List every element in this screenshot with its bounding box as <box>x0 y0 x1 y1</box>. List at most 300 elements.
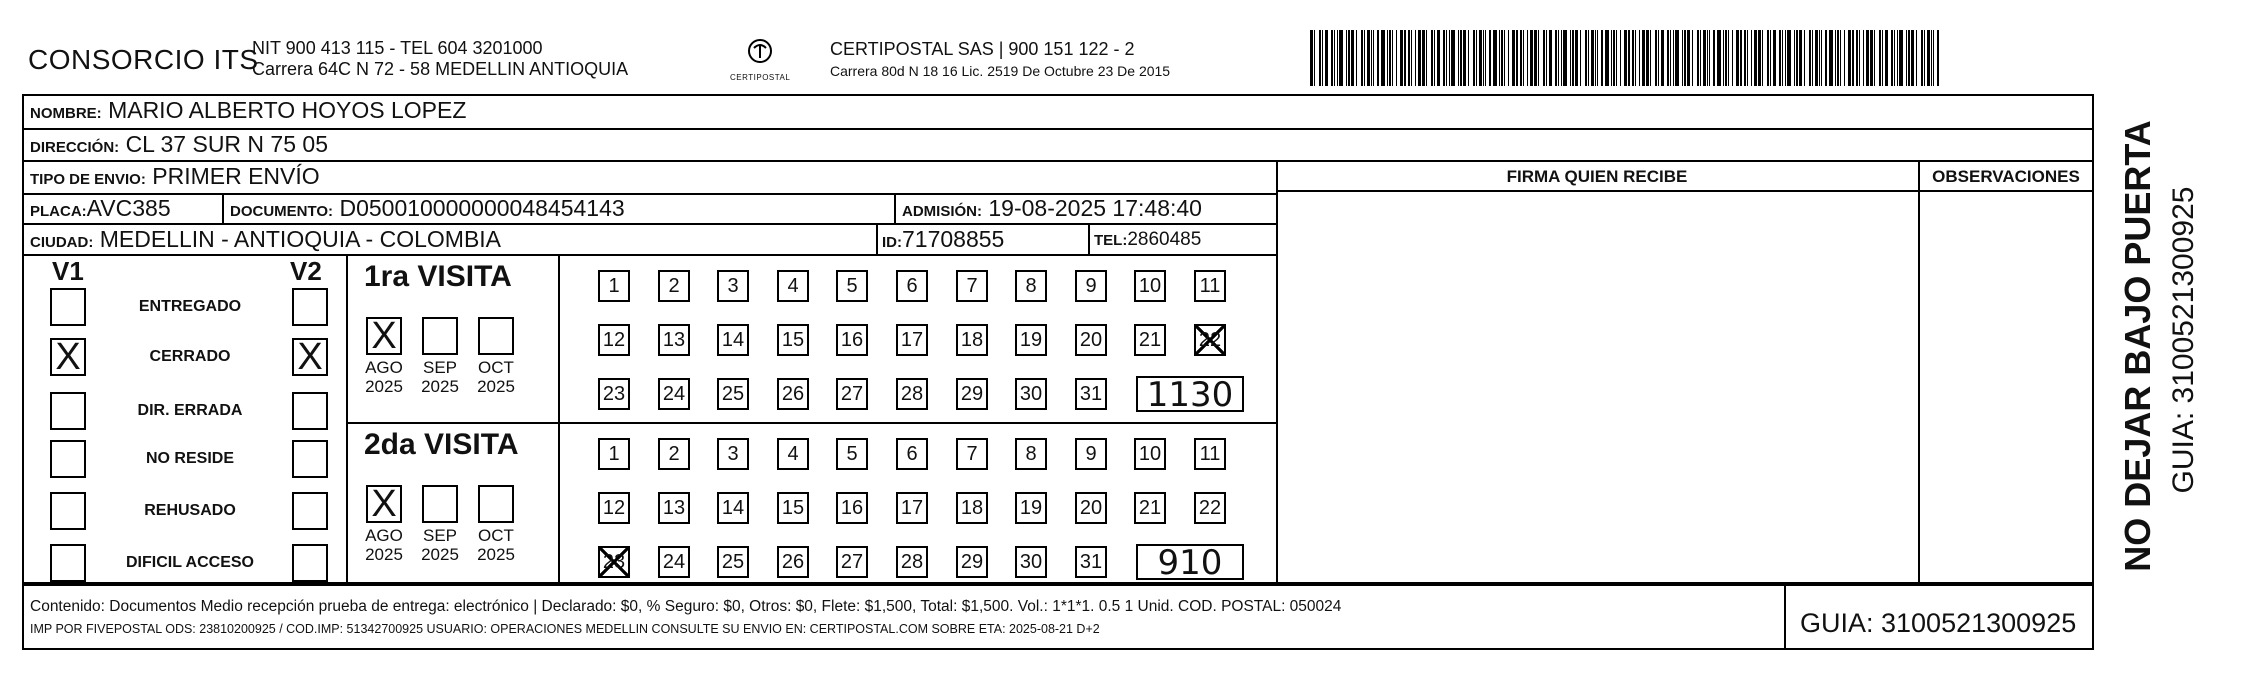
day-box[interactable]: 20 <box>1075 492 1107 524</box>
id-field <box>882 226 1004 253</box>
status-label: DIR. ERRADA <box>137 402 243 419</box>
day-box[interactable]: 10 <box>1134 438 1166 470</box>
barcode-bar <box>1684 30 1686 86</box>
barcode-bar <box>1713 30 1715 86</box>
barcode-bar <box>1916 30 1917 86</box>
barcode-bar <box>1460 30 1462 86</box>
barcode-bar <box>1825 30 1827 86</box>
divider <box>22 648 2094 650</box>
day-box[interactable]: 10 <box>1134 270 1166 302</box>
logo-icon <box>745 36 775 66</box>
barcode-bar <box>1725 30 1727 86</box>
barcode-bar <box>1673 30 1674 86</box>
barcode-bar <box>1404 30 1406 86</box>
barcode-bar <box>1561 30 1562 86</box>
barcode-bar <box>1605 30 1609 86</box>
barcode-bar <box>1815 30 1818 86</box>
day-box[interactable]: 4 <box>777 438 809 470</box>
day-box[interactable]: 25 <box>717 546 749 578</box>
barcode-bar <box>1400 30 1403 86</box>
barcode-bar <box>1431 30 1433 86</box>
barcode-bar <box>1821 30 1822 86</box>
day-box[interactable]: 11 <box>1194 270 1226 302</box>
admision-value: 19-08-2025 17:48:40 <box>988 195 1202 221</box>
barcode-bar <box>1885 30 1888 86</box>
barcode-bar <box>1924 30 1925 86</box>
day-box[interactable]: 15 <box>777 492 809 524</box>
month-label <box>414 526 466 564</box>
day-box[interactable] <box>1194 324 1226 356</box>
divider <box>346 422 1276 424</box>
barcode-bar <box>1882 30 1883 86</box>
barcode-bar <box>1408 30 1410 86</box>
day-box[interactable]: 11 <box>1194 438 1226 470</box>
content-summary: Contenido: Documentos Medio recepción prueba de entrega: electrónico | Declarado: $0, % Seguro: $0, Otros: $0, Flete: $1,500, Total: $1,500. Vol.: 1*1*1. 0.5 1 Unid. COD. POSTAL: 050024 <box>30 598 1342 615</box>
barcode-bar <box>1856 30 1858 86</box>
visit-title: 2da VISITA <box>364 428 519 461</box>
barcode-bar <box>1364 30 1365 86</box>
month-checkbox[interactable] <box>366 317 402 355</box>
barcode-bar <box>1899 30 1903 86</box>
day-box[interactable]: 8 <box>1015 270 1047 302</box>
barcode-bar <box>1639 30 1640 86</box>
day-box[interactable]: 13 <box>658 324 690 356</box>
month-name: SEP <box>422 358 458 377</box>
day-box[interactable]: 30 <box>1015 378 1047 410</box>
status-label: ENTREGADO <box>138 298 242 315</box>
day-box[interactable]: 3 <box>717 270 749 302</box>
barcode-bar <box>1646 30 1649 86</box>
v2-checkbox[interactable] <box>292 492 328 530</box>
day-box[interactable]: 18 <box>956 324 988 356</box>
admision-field <box>902 195 1202 222</box>
barcode-bar <box>1632 30 1634 86</box>
day-box[interactable]: 19 <box>1015 492 1047 524</box>
ciudad-label: CIUDAD: <box>30 234 94 251</box>
barcode-bar <box>1418 30 1421 86</box>
barcode-bar <box>1661 30 1664 86</box>
barcode-bar <box>1580 30 1581 86</box>
barcode-bar <box>1933 30 1934 86</box>
barcode-bar <box>1812 30 1813 86</box>
month-name: OCT <box>478 358 514 377</box>
day-box[interactable]: 5 <box>836 270 868 302</box>
day-box[interactable]: 30 <box>1015 546 1047 578</box>
day-box[interactable]: 12 <box>598 324 630 356</box>
barcode-bar <box>1732 30 1733 86</box>
v1-checkbox[interactable] <box>50 338 86 376</box>
barcode-bar <box>1650 30 1651 86</box>
day-box[interactable]: 27 <box>836 378 868 410</box>
barcode-bar <box>1319 30 1321 86</box>
barcode-bar <box>1499 30 1500 86</box>
direccion-label: DIRECCIÓN: <box>30 139 120 156</box>
v1-header: V1 <box>52 256 84 286</box>
divider <box>22 160 2094 162</box>
placa-value: AVC385 <box>86 195 171 221</box>
placa-label: PLACA: <box>30 203 87 220</box>
barcode-bar <box>1931 30 1932 86</box>
barcode-bar <box>1767 30 1769 86</box>
barcode-bar <box>1588 30 1589 86</box>
barcode-bar <box>1351 30 1354 86</box>
barcode <box>1310 30 1950 86</box>
barcode-bar <box>1331 30 1333 86</box>
barcode-bar <box>1620 30 1621 86</box>
barcode-bar <box>1937 30 1939 86</box>
day-box[interactable]: 7 <box>956 270 988 302</box>
v2-checkbox[interactable] <box>292 288 328 326</box>
barcode-bar <box>1908 30 1910 86</box>
barcode-bar <box>1611 30 1612 86</box>
day-box[interactable]: 7 <box>956 438 988 470</box>
divider <box>222 193 224 223</box>
barcode-bar <box>1835 30 1836 86</box>
v2-checkbox[interactable] <box>292 392 328 430</box>
barcode-bar <box>1703 30 1706 86</box>
v1-checkbox[interactable] <box>50 288 86 326</box>
day-box[interactable]: 21 <box>1134 324 1166 356</box>
month-year: 2025 <box>421 545 459 564</box>
month-checkbox[interactable] <box>422 317 458 355</box>
divider <box>894 193 896 223</box>
v1-checkbox[interactable] <box>50 392 86 430</box>
day-box[interactable]: 1 <box>598 438 630 470</box>
barcode-bar <box>1707 30 1708 86</box>
logo-text: CERTIPOSTAL <box>730 73 791 82</box>
barcode-bar <box>1894 30 1895 86</box>
barcode-bar <box>1762 30 1763 86</box>
barcode-bar <box>1837 30 1839 86</box>
month-checkbox[interactable] <box>422 485 458 523</box>
month-name: AGO <box>365 526 403 545</box>
divider <box>22 128 2094 130</box>
month-year: 2025 <box>365 545 403 564</box>
day-box[interactable]: 20 <box>1075 324 1107 356</box>
barcode-bar <box>1794 30 1795 86</box>
barcode-bar <box>1859 30 1860 86</box>
month-year: 2025 <box>365 377 403 396</box>
month-name: AGO <box>365 358 403 377</box>
barcode-bar <box>1779 30 1781 86</box>
barcode-bar <box>1709 30 1710 86</box>
barcode-bar <box>1597 30 1598 86</box>
certipostal-info <box>830 38 1170 82</box>
visit-title: 1ra VISITA <box>364 260 512 293</box>
direccion-row <box>30 131 328 158</box>
day-box[interactable]: 24 <box>658 546 690 578</box>
day-box[interactable]: 8 <box>1015 438 1047 470</box>
divider <box>1276 190 2094 192</box>
day-number: 23 <box>602 551 626 573</box>
divider <box>22 254 1276 256</box>
barcode-bar <box>1392 30 1393 86</box>
barcode-bar <box>1489 30 1491 86</box>
barcode-bar <box>1700 30 1701 86</box>
barcode-bar <box>1422 30 1425 86</box>
ciudad-field <box>30 226 501 253</box>
barcode-bar <box>1624 30 1627 86</box>
barcode-bar <box>1906 30 1907 86</box>
v2-checkbox[interactable] <box>292 544 328 582</box>
barcode-bar <box>1361 30 1363 86</box>
barcode-bar <box>1381 30 1385 86</box>
day-box[interactable]: 14 <box>717 492 749 524</box>
day-box[interactable]: 22 <box>1194 492 1226 524</box>
placa-field <box>30 195 171 222</box>
cert-address: Carrera 80d N 18 16 Lic. 2519 De Octubre 23 De 2015 <box>830 63 1171 79</box>
day-box[interactable]: 28 <box>896 546 928 578</box>
firma-header: FIRMA QUIEN RECIBE <box>1506 167 1688 186</box>
month-label <box>470 358 522 396</box>
company-info <box>252 38 628 80</box>
divider <box>876 223 878 254</box>
day-box[interactable] <box>598 546 630 578</box>
barcode-bar <box>1642 30 1645 86</box>
day-box[interactable]: 6 <box>896 438 928 470</box>
ciudad-value: MEDELLIN - ANTIOQUIA - COLOMBIA <box>99 226 502 252</box>
nombre-value: MARIO ALBERTO HOYOS LOPEZ <box>108 97 467 123</box>
barcode-bar <box>1373 30 1374 86</box>
barcode-bar <box>1371 30 1372 86</box>
check-mark: X <box>371 315 397 357</box>
day-box[interactable]: 26 <box>777 378 809 410</box>
divider <box>22 584 24 648</box>
handwritten-time: 910 <box>1136 544 1244 580</box>
barcode-bar <box>1449 30 1450 86</box>
day-box[interactable]: 18 <box>956 492 988 524</box>
barcode-bar <box>1530 30 1533 86</box>
barcode-bar <box>1523 30 1524 86</box>
barcode-bar <box>1493 30 1497 86</box>
day-box[interactable]: 4 <box>777 270 809 302</box>
barcode-bar <box>1770 30 1771 86</box>
day-box[interactable]: 17 <box>896 492 928 524</box>
day-box[interactable]: 15 <box>777 324 809 356</box>
barcode-bar <box>1697 30 1699 86</box>
barcode-bar <box>1520 30 1522 86</box>
tel-label: TEL: <box>1094 232 1128 249</box>
barcode-bar <box>1692 30 1693 86</box>
v2-checkbox[interactable] <box>292 338 328 376</box>
status-label: CERRADO <box>149 348 231 365</box>
barcode-bar <box>1504 30 1505 86</box>
barcode-bar <box>1655 30 1657 86</box>
barcode-bar <box>1874 30 1875 86</box>
day-box[interactable]: 25 <box>717 378 749 410</box>
barcode-bar <box>1446 30 1447 86</box>
barcode-bar <box>1501 30 1503 86</box>
day-box[interactable]: 21 <box>1134 492 1166 524</box>
barcode-bar <box>1921 30 1923 86</box>
nit-line: NIT 900 413 115 - TEL 604 3201000 <box>252 38 543 58</box>
tipo-envio-value: PRIMER ENVÍO <box>152 163 320 189</box>
barcode-bar <box>1667 30 1669 86</box>
barcode-bar <box>1543 30 1545 86</box>
barcode-bar <box>1787 30 1791 86</box>
day-box[interactable]: 19 <box>1015 324 1047 356</box>
barcode-bar <box>1682 30 1683 86</box>
warning-text: NO DEJAR BAJO PUERTA <box>2117 120 2158 572</box>
barcode-bar <box>1675 30 1679 86</box>
barcode-bar <box>1758 30 1761 86</box>
check-mark: X <box>55 336 81 378</box>
tel-value: 2860485 <box>1127 229 1202 250</box>
barcode-bar <box>1443 30 1445 86</box>
day-box[interactable]: 13 <box>658 492 690 524</box>
barcode-bar <box>1754 30 1757 86</box>
month-year: 2025 <box>421 377 459 396</box>
barcode-bar <box>1840 30 1841 86</box>
day-box[interactable]: 12 <box>598 492 630 524</box>
barcode-bar <box>1848 30 1851 86</box>
barcode-bar <box>1555 30 1557 86</box>
v2-header: V2 <box>290 256 322 286</box>
day-box[interactable]: 31 <box>1075 546 1107 578</box>
month-label <box>414 358 466 396</box>
barcode-bar <box>1322 30 1323 86</box>
day-box[interactable]: 31 <box>1075 378 1107 410</box>
barcode-bar <box>1468 30 1469 86</box>
day-box[interactable]: 9 <box>1075 438 1107 470</box>
barcode-bar <box>1595 30 1596 86</box>
barcode-bar <box>1463 30 1466 86</box>
barcode-bar <box>1736 30 1739 86</box>
id-label: ID: <box>882 234 902 251</box>
barcode-bar <box>1558 30 1559 86</box>
barcode-bar <box>1426 30 1427 86</box>
day-box[interactable]: 29 <box>956 546 988 578</box>
barcode-bar <box>1658 30 1659 86</box>
barcode-bar <box>1549 30 1552 86</box>
barcode-bar <box>1796 30 1798 86</box>
barcode-bar <box>1476 30 1477 86</box>
month-label <box>358 358 410 396</box>
day-box[interactable]: 29 <box>956 378 988 410</box>
status-label: NO RESIDE <box>145 450 234 467</box>
barcode-bar <box>1411 30 1412 86</box>
barcode-bar <box>1687 30 1690 86</box>
day-box[interactable]: 23 <box>598 378 630 410</box>
barcode-bar <box>1339 30 1343 86</box>
barcode-bar <box>1325 30 1328 86</box>
barcode-bar <box>1348 30 1350 86</box>
barcode-bar <box>1434 30 1435 86</box>
divider <box>2092 584 2094 648</box>
barcode-bar <box>1334 30 1335 86</box>
barcode-bar <box>1314 30 1315 86</box>
barcode-bar <box>1534 30 1537 86</box>
day-box[interactable]: 3 <box>717 438 749 470</box>
day-box[interactable]: 28 <box>896 378 928 410</box>
barcode-bar <box>1773 30 1776 86</box>
direccion-value: CL 37 SUR N 75 05 <box>125 131 328 157</box>
day-box[interactable]: 9 <box>1075 270 1107 302</box>
divider <box>1918 160 1920 584</box>
barcode-bar <box>1879 30 1881 86</box>
day-box[interactable]: 1 <box>598 270 630 302</box>
day-box[interactable]: 14 <box>717 324 749 356</box>
barcode-bar <box>1866 30 1869 86</box>
barcode-bar <box>1483 30 1484 86</box>
company-name: CONSORCIO ITS <box>28 44 259 75</box>
barcode-bar <box>1563 30 1567 86</box>
barcode-bar <box>1473 30 1475 86</box>
barcode-bar <box>1575 30 1578 86</box>
barcode-bar <box>1723 30 1724 86</box>
day-box[interactable]: 27 <box>836 546 868 578</box>
day-box[interactable]: 16 <box>836 492 868 524</box>
day-box[interactable]: 26 <box>777 546 809 578</box>
barcode-bar <box>1804 30 1805 86</box>
observaciones-header: OBSERVACIONES <box>1932 167 2080 186</box>
day-box[interactable]: 5 <box>836 438 868 470</box>
month-checkbox[interactable] <box>478 485 514 523</box>
month-checkbox[interactable] <box>478 317 514 355</box>
tipo-envio-row <box>30 163 320 190</box>
cert-nit: CERTIPOSTAL SAS | 900 151 122 - 2 <box>830 39 1135 59</box>
day-box[interactable]: 16 <box>836 324 868 356</box>
barcode-bar <box>1747 30 1748 86</box>
status-label: REHUSADO <box>144 502 236 519</box>
v1-checkbox[interactable] <box>50 544 86 582</box>
barcode-bar <box>1670 30 1671 86</box>
certipostal-logo <box>730 36 790 92</box>
barcode-bar <box>1616 30 1617 86</box>
documento-value: D050010000000048454143 <box>339 195 625 221</box>
month-label <box>358 526 410 564</box>
month-name: SEP <box>422 526 458 545</box>
barcode-bar <box>1415 30 1416 86</box>
status-label: DIFICIL ACCESO <box>125 554 254 571</box>
barcode-bar <box>1852 30 1854 86</box>
barcode-bar <box>1508 30 1509 86</box>
v1-checkbox[interactable] <box>50 492 86 530</box>
barcode-bar <box>1512 30 1515 86</box>
barcode-bar <box>1356 30 1357 86</box>
v1-checkbox[interactable] <box>50 440 86 478</box>
month-year: 2025 <box>477 545 515 564</box>
month-label <box>470 526 522 564</box>
barcode-bar <box>1628 30 1630 86</box>
admision-label: ADMISIÓN: <box>902 203 982 220</box>
barcode-bar <box>1740 30 1742 86</box>
barcode-bar <box>1572 30 1574 86</box>
barcode-bar <box>1479 30 1482 86</box>
month-name: OCT <box>478 526 514 545</box>
barcode-bar <box>1570 30 1571 86</box>
barcode-bar <box>1601 30 1603 86</box>
barcode-bar <box>1377 30 1379 86</box>
month-checkbox[interactable] <box>366 485 402 523</box>
barcode-bar <box>1538 30 1539 86</box>
barcode-bar <box>1799 30 1802 86</box>
id-value: 71708855 <box>902 226 1005 252</box>
day-box[interactable]: 2 <box>658 270 690 302</box>
v2-checkbox[interactable] <box>292 440 328 478</box>
barcode-bar <box>1782 30 1783 86</box>
barcode-bar <box>1310 30 1313 86</box>
day-box[interactable]: 6 <box>896 270 928 302</box>
barcode-bar <box>1911 30 1914 86</box>
day-box[interactable]: 17 <box>896 324 928 356</box>
barcode-bar <box>1527 30 1528 86</box>
day-box[interactable]: 24 <box>658 378 690 410</box>
day-box[interactable]: 2 <box>658 438 690 470</box>
divider <box>1276 160 1278 584</box>
guia-number: GUIA: 3100521300925 <box>1800 608 2077 638</box>
tipo-envio-label: TIPO DE ENVIO: <box>30 171 146 188</box>
